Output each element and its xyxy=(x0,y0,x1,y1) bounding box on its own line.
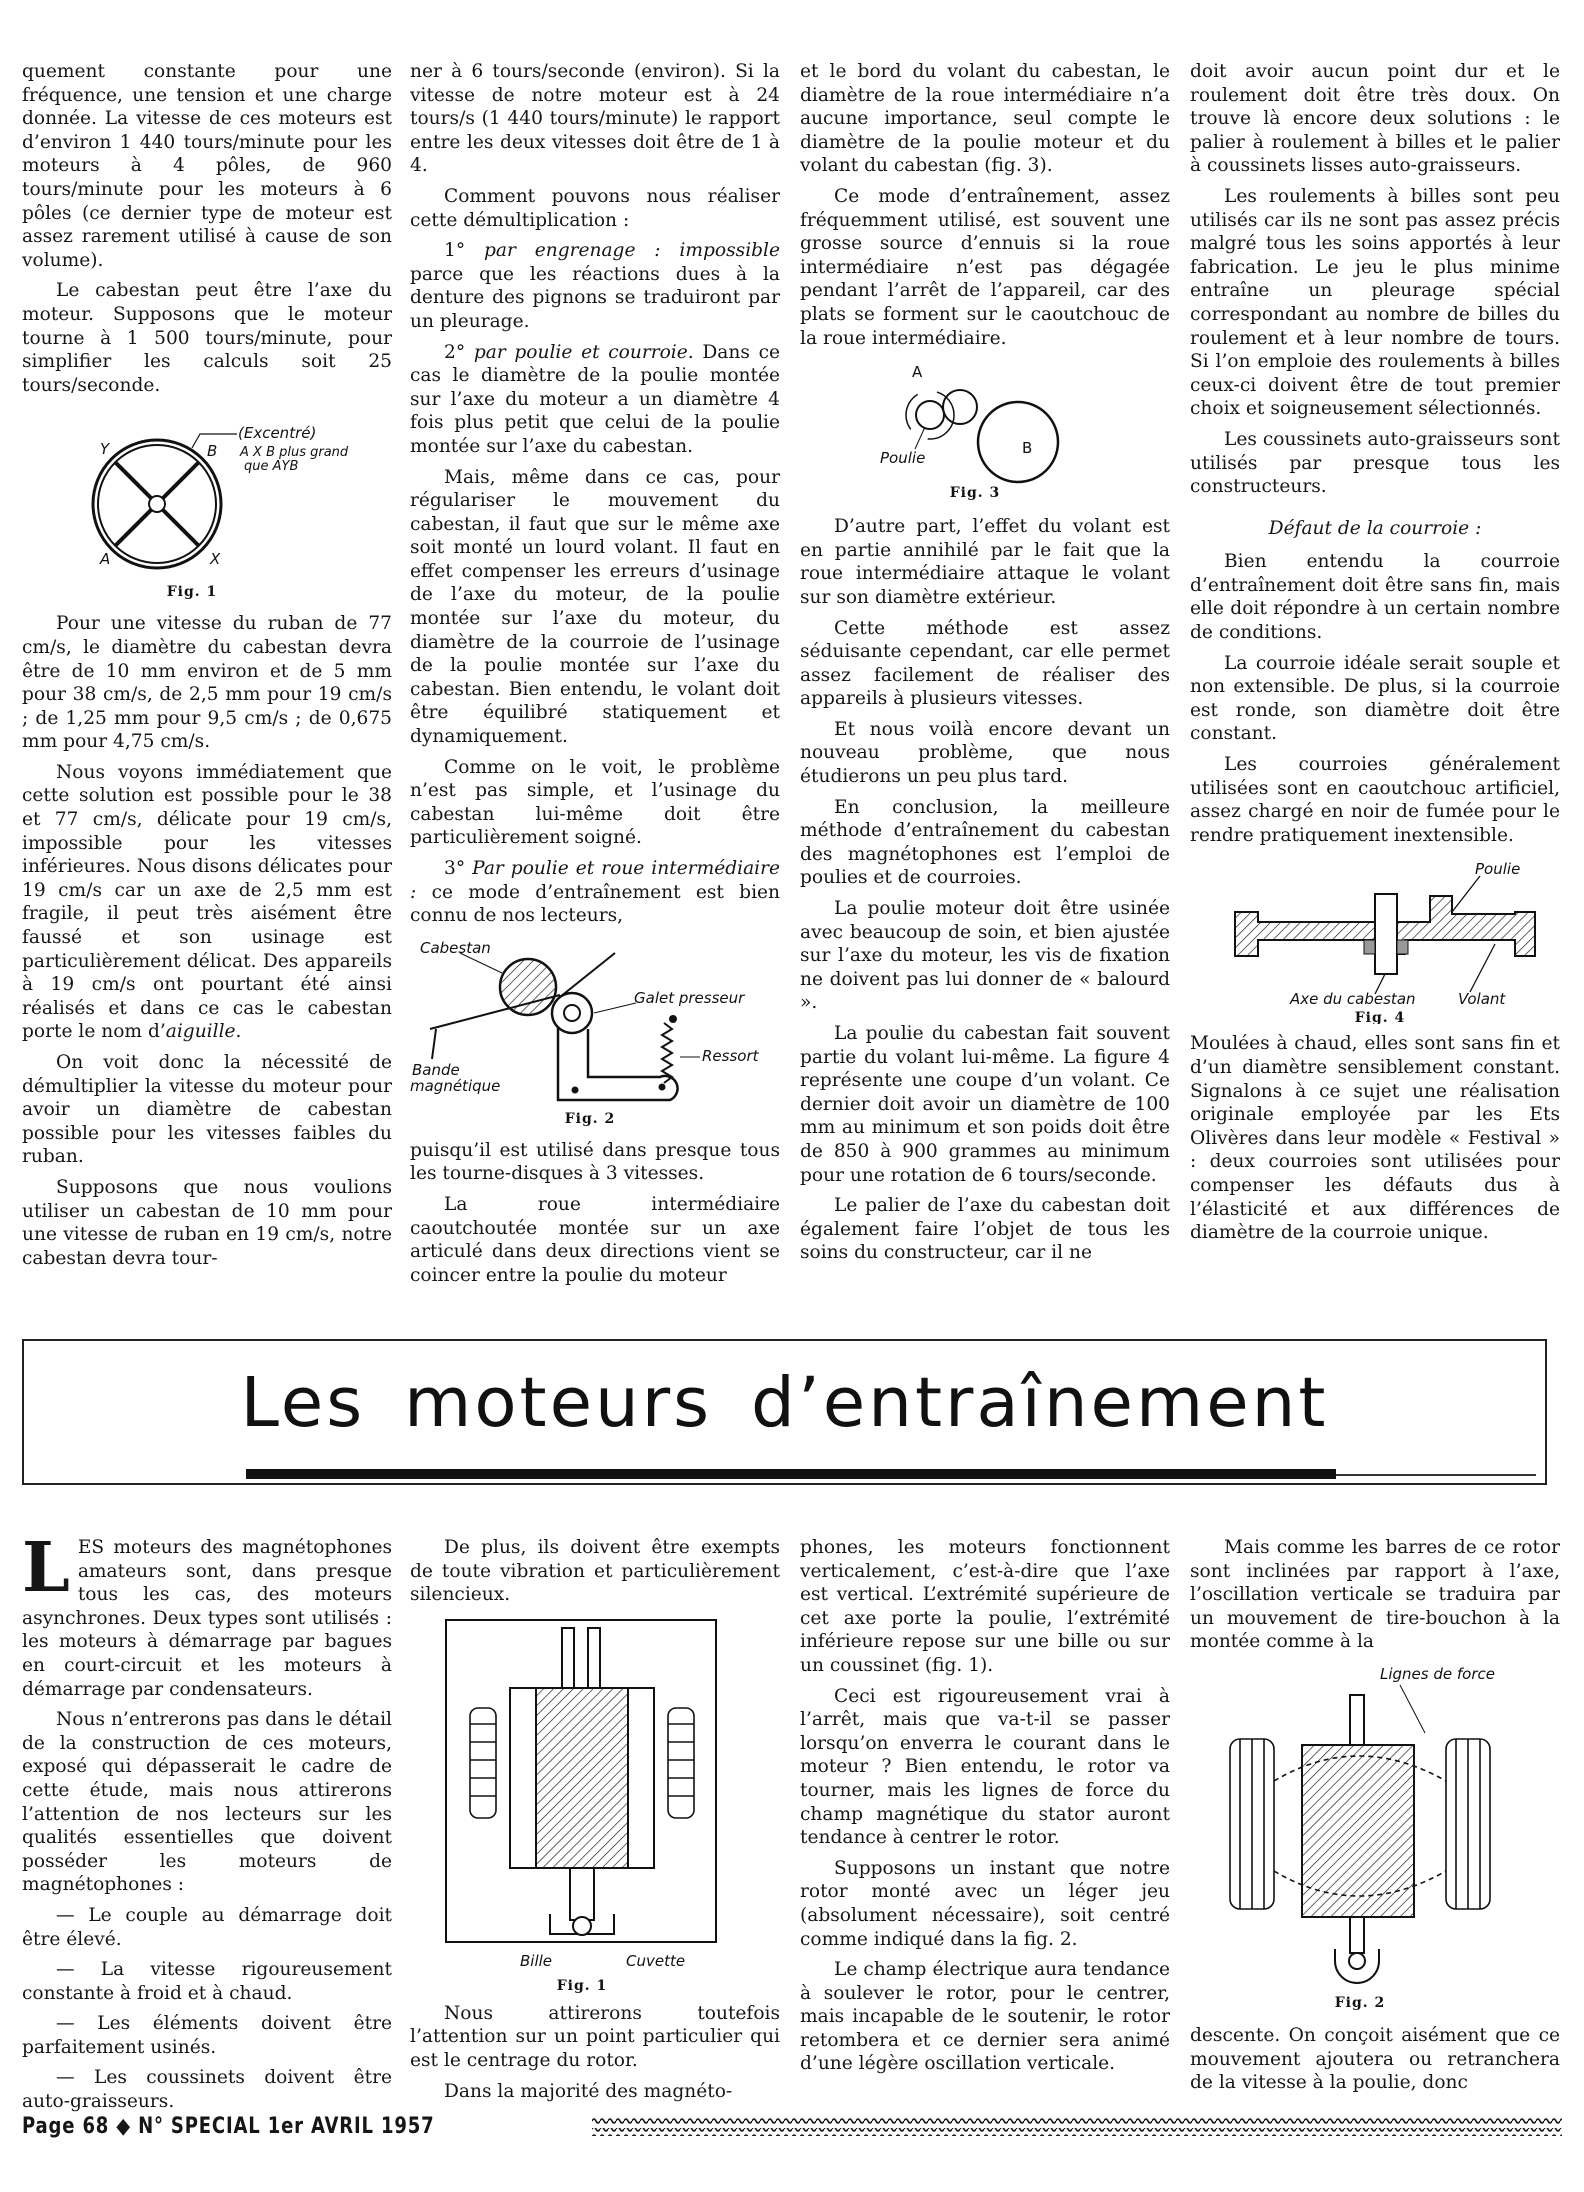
paragraph xyxy=(410,1536,780,1607)
text-block xyxy=(410,60,780,928)
figure-label: Poulie xyxy=(880,449,926,468)
paragraph xyxy=(22,1708,392,1897)
italic-text-run: Par poulie et roue intermédiaire : xyxy=(410,858,780,903)
figure-caption: Fig. 1 xyxy=(166,584,218,601)
text-run: Le palier de l’axe du cabestan doit également faire l’objet de tous les soins du constructeur, car il ne xyxy=(800,1195,1170,1264)
figure-label: Axe du cabestan xyxy=(1290,990,1416,1009)
paragraph xyxy=(22,1051,392,1169)
figure-label: X xyxy=(210,550,221,569)
paragraph xyxy=(410,60,780,178)
text-run: — Le couple au démarrage doit être élevé. xyxy=(22,1904,392,1950)
paragraph xyxy=(1190,753,1560,847)
text-block xyxy=(800,515,1170,1265)
figure-label: Poulie xyxy=(1475,860,1521,879)
paragraph xyxy=(1190,1032,1560,1244)
text-run: — Les coussinets doivent être auto-graisseurs. xyxy=(22,2067,392,2113)
figure-label: Ressort xyxy=(702,1046,759,1065)
figure-caption: Fig. 4 xyxy=(1354,1010,1406,1025)
text-run: doit avoir aucun point dur et le roulement doit être très doux. On trouve là encore deux solutions : le palier à roulement à billes et le palier à coussinets lisses auto-graisseurs. xyxy=(1190,61,1560,177)
figure-caption: Fig. 2 xyxy=(1334,1994,1386,2011)
text-block xyxy=(800,1536,1170,2076)
text-run: ner à 6 tours/seconde (environ). Si la vitesse de notre moteur est à 24 tours/s (1 440 tours/minute) le rapport entre les deux vitesses doit être de 1 à 4. xyxy=(410,61,780,177)
text-run: . xyxy=(235,1021,242,1043)
text-run: Dans la majorité des magnéto- xyxy=(444,2080,733,2102)
paragraph xyxy=(800,1022,1170,1187)
figure-caption: Fig. 3 xyxy=(949,485,1001,502)
figure-4-flywheel-section xyxy=(1190,854,1560,1024)
page-footer xyxy=(22,2110,1562,2150)
figure-label: magnétique xyxy=(410,1076,501,1095)
paragraph xyxy=(1190,2024,1560,2095)
text-run: Et nous voilà encore devant un nouveau problème, que nous étudierons un peu plus tard. xyxy=(800,718,1170,788)
figure-label: Bille xyxy=(520,1951,553,1970)
text-run: La poulie moteur doit être usinée avec beaucoup de soin, et bien ajustée sur l’axe du moteur, les vis de fixation ne doivent pas lui donner de « balourd ». xyxy=(800,898,1170,1014)
paragraph xyxy=(22,1176,392,1270)
figure-label: A xyxy=(912,363,923,382)
bottom-column-4 xyxy=(1190,1536,1560,2102)
figure-label: Bande xyxy=(412,1060,460,1079)
figure-label: Cuvette xyxy=(626,1951,686,1970)
top-column-3 xyxy=(800,60,1170,1272)
paragraph xyxy=(22,1958,392,2005)
article-title: Les moteurs d’entraînement xyxy=(240,1363,1329,1443)
text-block xyxy=(410,2002,780,2103)
text-run: Ceci est rigoureusement vrai à l’arrêt, mais que va-t-il se passer lorsqu’on enverra le courant dans le moteur ? Bien entendu, le rotor va tourner, mais les lignes de force du champ magnétique du stator auront tendance à centrer le rotor. xyxy=(800,1685,1170,1849)
paragraph xyxy=(800,718,1170,789)
text-run: 3° xyxy=(444,858,473,879)
text-run: Les courroies généralement utilisées sont en caoutchouc artificiel, assez chargé en noir de fumée pour le rendre pratiquement inextensible. xyxy=(1190,754,1560,846)
text-run: et le bord du volant du cabestan, le diamètre de la roue intermédiaire n’a aucune importance, seul compte le diamètre de la poulie moteur et du volant du cabestan (fig. 3). xyxy=(800,61,1170,177)
text-run: Supposons que nous voulions utiliser un cabestan de 10 mm pour une vitesse de ruban en 19 cm/s, notre cabestan devra tour- xyxy=(22,1176,392,1269)
figure-label: que AYB xyxy=(244,459,299,475)
text-block xyxy=(22,612,392,1270)
text-run: Mais comme les barres de ce rotor sont inclinées par rapport à l’axe, l’oscillation verticale se traduira par un mouvement de tire-bouchon à la montée comme à la xyxy=(1190,1537,1560,1653)
text-run: Pour une vitesse du ruban de 77 cm/s, le diamètre du cabestan devra être de 10 mm environ et de 5 mm pour 38 cm/s, de 2,5 mm pour 19 cm/s ; de 1,25 mm pour 9,5 cm/s ; de 0,675 mm pour 4,75 cm/s. xyxy=(22,613,392,753)
paragraph xyxy=(410,2080,780,2104)
text-run: Supposons un instant que notre rotor monté avec un léger jeu (absolument nécessaire), soit centré comme indiqué dans la fig. 2. xyxy=(800,1857,1170,1950)
text-run: Mais, même dans ce cas, pour régulariser le mouvement du cabestan, il faut que sur le même axe soit monté un lourd volant. Il faut en effet compenser les erreurs d’usinage de l’axe du moteur, de la poulie montée sur l’axe du moteur, du diamètre de la courroie de l’usinage de la poulie montée sur l’axe du cabestan. Bien entendu, le volant doit être équilibré statiquement et dynamiquement. xyxy=(410,466,780,748)
figure-label: Volant xyxy=(1458,990,1506,1009)
text-run: puisqu’il est utilisé dans presque tous les tourne-disques à 3 vitesses. xyxy=(410,1139,780,1185)
paragraph xyxy=(22,1904,392,1951)
paragraph xyxy=(1190,550,1560,644)
bottom-column-2 xyxy=(410,1536,780,2110)
paragraph xyxy=(22,279,392,397)
figure-label: Galet presseur xyxy=(634,988,745,1007)
figure-1-motor xyxy=(410,1614,780,1994)
text-run: Comment pouvons nous réaliser cette démultiplication : xyxy=(410,185,780,231)
text-block xyxy=(22,1708,392,2114)
text-run: Le champ électrique aura tendance à soulever le rotor, pour le centrer, mais incapable de le soutenir, le rotor retombera et ce dernier sera animé d’une légère oscillation verticale. xyxy=(800,1959,1170,2075)
text-run: Le cabestan peut être l’axe du moteur. Supposons que le moteur tourne à 1 500 tours/minute, pour simplifier les calculs soit 25 tours/seconde. xyxy=(22,280,392,396)
paragraph xyxy=(22,2066,392,2113)
decorative-wavy-rule xyxy=(592,2116,1562,2140)
text-run: Nous n’entrerons pas dans le détail de la construction de ces moteurs, exposé qui dépasserait le cadre de cette étude, mais nous attirerons l’attention de nos lecteurs sur les qualités essentielles que doivent posséder les moteurs de magnétophones : xyxy=(22,1709,392,1896)
title-underline xyxy=(246,1469,1336,1479)
paragraph xyxy=(800,515,1170,609)
figure-label: (Excentré) xyxy=(238,424,317,443)
paragraph xyxy=(1190,428,1560,499)
title-underline-thin xyxy=(1336,1474,1536,1476)
paragraph xyxy=(800,185,1170,350)
italic-text-run: aiguille xyxy=(165,1021,236,1043)
paragraph xyxy=(410,857,780,928)
drop-cap: L xyxy=(22,1528,70,1608)
bottom-column-1 xyxy=(22,1528,392,2121)
top-column-1 xyxy=(22,60,392,1277)
text-block xyxy=(1190,1032,1560,1244)
text-run: De plus, ils doivent être exempts de toute vibration et particulièrement silencieux. xyxy=(410,1537,780,1606)
text-block xyxy=(410,1139,780,1288)
text-block xyxy=(1190,1536,1560,1654)
text-run: D’autre part, l’effet du volant est en partie annihilé par le fait que la roue intermédiaire attaque le volant sur son diamètre extérieur. xyxy=(800,516,1170,608)
paragraph xyxy=(800,60,1170,178)
text-run: Nous voyons immédiatement que cette solution est possible pour le 38 et 77 cm/s, délicate pour 19 cm/s, impossible pour les vitesses inférieures. Nous disons délicates pour 19 cm/s car un axe de 2,5 mm est fragile, il peut très aisément être faussé et son usinage est particulièrement délicat. Des appareils à 19 cm/s ont pourtant été ainsi réalisés et dans ce cas le cabestan porte le nom d’ xyxy=(22,761,392,1043)
paragraph xyxy=(22,761,392,1044)
text-run: La courroie idéale serait souple et non extensible. De plus, si la courroie est ronde, son diamètre doit être constant. xyxy=(1190,652,1560,745)
paragraph xyxy=(410,239,780,333)
figure-2-cabestan xyxy=(410,935,780,1131)
paragraph xyxy=(22,612,392,754)
paragraph xyxy=(22,60,392,272)
text-block xyxy=(22,60,392,397)
lead-paragraph xyxy=(22,1528,392,1701)
text-run: ES moteurs des magnétophones amateurs sont, dans presque tous les cas, des moteurs asynchrones. Deux types sont utilisés : les moteurs à démarrage par bagues en court-circuit et les moteurs à démarrage par condensateurs. xyxy=(22,1537,392,1700)
text-run: Bien entendu la courroie d’entraînement doit être sans fin, mais elle doit répondre à un certain nombre de conditions. xyxy=(1190,551,1560,644)
figure-3-intermediate-wheel xyxy=(800,357,1170,507)
figure-2-rotor xyxy=(1190,1661,1560,2016)
text-run: La poulie du cabestan fait souvent partie du volant lui-même. La figure 4 représente une coupe d’un volant. Ce dernier doit avoir un diamètre de 100 mm au minimum et son poids doit être de 850 à 900 grammes au minimum pour une rotation de 6 tours/seconde. xyxy=(800,1023,1170,1186)
paragraph xyxy=(800,796,1170,890)
figure-label: Cabestan xyxy=(420,938,491,957)
text-block xyxy=(1190,2024,1560,2095)
paragraph xyxy=(800,617,1170,711)
text-block xyxy=(410,1536,780,1607)
italic-text-run: par poulie et courroie. xyxy=(473,341,694,363)
paragraph xyxy=(410,466,780,749)
text-run: En conclusion, la meilleure méthode d’entraînement du cabestan des magnétophones est l’emploi de poulies et de courroies. xyxy=(800,796,1170,889)
paragraph xyxy=(22,2012,392,2059)
paragraph xyxy=(800,897,1170,1015)
text-block xyxy=(1190,550,1560,847)
figure-label: A X B plus grand xyxy=(240,445,349,461)
text-run: Dans ce cas le diamètre de la poulie montée sur l’axe du moteur a un diamètre 4 fois plus petit que celui de la poulie montée sur l’axe du cabestan. xyxy=(410,341,780,457)
text-run: 2° xyxy=(444,341,474,363)
text-block xyxy=(800,60,1170,350)
figure-label: Lignes de force xyxy=(1380,1664,1495,1683)
text-run: Les roulements à billes sont peu utilisés car ils ne sont pas assez précis malgré tous les soins apportés à leur fabrication. Le jeu le plus minime entraîne un pleurage spécial correspondant au nombre de billes du roulement et à leur nombre de tours. Si l’on emploie des roulements à billes ceux-ci doivent être de tout premier choix et soigneusement sélectionnés. xyxy=(1190,185,1560,420)
text-run: parce que les réactions dues à la denture des pignons se traduiront par un pleurage. xyxy=(410,263,780,332)
text-run: ce mode d’entraînement est bien connu de nos lecteurs, xyxy=(410,881,780,927)
text-run: Les coussinets auto-graisseurs sont utilisés par presque tous les constructeurs. xyxy=(1190,428,1560,498)
figure-label: Y xyxy=(100,440,110,459)
paragraph xyxy=(1190,1536,1560,1654)
paragraph xyxy=(410,756,780,850)
figure-caption: Fig. 2 xyxy=(564,1110,616,1127)
top-column-4 xyxy=(1190,60,1560,1252)
italic-text-run: par engrenage : impossible xyxy=(483,240,780,262)
text-run: — La vitesse rigoureusement constante à froid et à chaud. xyxy=(22,1959,392,2004)
figure-caption: Fig. 1 xyxy=(556,1977,608,1994)
text-run: phones, les moteurs fonctionnent verticalement, c’est-à-dire que l’axe est vertical. L’extrémité supérieure de cet axe porte la poulie, l’extrémité inférieure repose sur une bille ou sur un coussinet (fig. 1). xyxy=(800,1537,1170,1676)
paragraph xyxy=(410,1139,780,1186)
bottom-column-3 xyxy=(800,1536,1170,2083)
text-run: Cette méthode est assez séduisante cependant, car elle permet assez facilement de réaliser des appareils à plusieurs vitesses. xyxy=(800,617,1170,710)
paragraph xyxy=(410,2002,780,2073)
text-block xyxy=(1190,60,1560,499)
paragraph xyxy=(410,341,780,459)
paragraph xyxy=(800,1536,1170,1678)
section-subheading: Défaut de la courroie : xyxy=(1268,517,1482,539)
paragraph xyxy=(410,1193,780,1287)
top-column-2 xyxy=(410,60,780,1294)
text-run: 1° xyxy=(444,240,484,262)
paragraph xyxy=(1190,60,1560,178)
article-title-box xyxy=(22,1339,1547,1485)
figure-label: B xyxy=(1022,439,1033,458)
text-run: Ce mode d’entraînement, assez fréquemment utilisé, est souvent une grosse source d’ennuis si la roue intermédiaire n’est pas dégagée pendant l’arrêt de l’appareil, car des plats se forment sur le caoutchouc de la roue intermédiaire. xyxy=(800,185,1170,349)
text-run: Comme on le voit, le problème n’est pas simple, et l’usinage du cabestan lui-même doit être particulièrement soigné. xyxy=(410,756,780,849)
paragraph xyxy=(410,185,780,232)
text-run: La roue intermédiaire caoutchoutée montée sur un axe articulé dans deux directions vient se coincer entre la poulie du moteur xyxy=(410,1193,780,1286)
figure-label: A xyxy=(100,550,111,569)
text-run: On voit donc la nécessité de démultiplier la vitesse du moteur pour avoir un diamètre de cabestan possible pour les vitesses faibles du ruban. xyxy=(22,1052,392,1168)
text-run: Nous attirerons toutefois l’attention sur un point particulier qui est le centrage du rotor. xyxy=(410,2002,780,2071)
text-run: quement constante pour une fréquence, une tension et une charge donnée. La vitesse de ces moteurs est d’environ 1 440 tours/minute pour les moteurs à 4 pôles, de 960 tours/minute pour les moteurs à 6 pôles (ce dernier type de moteur est assez rarement utilisé à cause de son volume). xyxy=(22,61,392,271)
text-run: — Les éléments doivent être parfaitement usinés. xyxy=(22,2013,392,2058)
figure-1-flywheel xyxy=(22,404,392,604)
footer-page-info: Page 68 ◆ N° SPECIAL 1er AVRIL 1957 xyxy=(22,2114,435,2139)
paragraph xyxy=(1190,185,1560,421)
figure-label: B xyxy=(207,442,218,461)
paragraph xyxy=(800,1685,1170,1850)
paragraph xyxy=(800,1958,1170,2076)
paragraph xyxy=(800,1857,1170,1951)
paragraph xyxy=(800,1194,1170,1265)
text-run: Moulées à chaud, elles sont sans fin et d’un diamètre sensiblement constant. Signalons à ce sujet une réalisation originale employée par les Ets Olivères dans leur modèle « Festival » : deux courroies sont utilisées pour compenser les défauts dus à l’élasticité et aux différences de diamètre de la courroie unique. xyxy=(1190,1033,1560,1244)
text-run: descente. On conçoit aisément que ce mouvement ajoutera ou retranchera de la vitesse à la poulie, donc xyxy=(1190,2024,1560,2094)
paragraph xyxy=(1190,652,1560,746)
